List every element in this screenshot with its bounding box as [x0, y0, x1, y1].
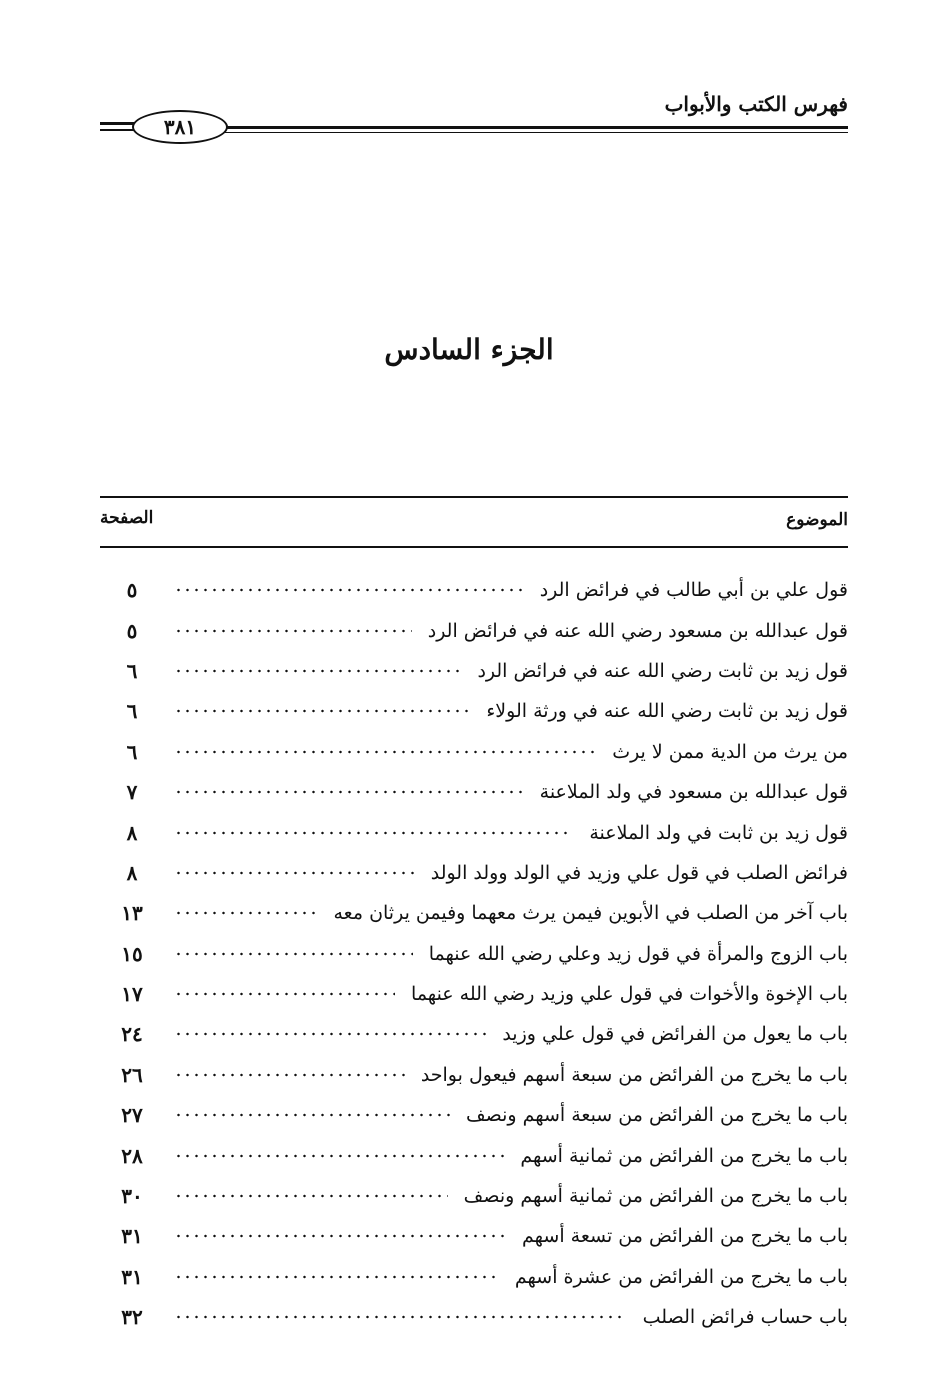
- toc-entry-page: ٣١: [121, 1224, 143, 1249]
- toc-entry-page: ٣١: [121, 1264, 143, 1289]
- header-title: فهرس الكتب والأبواب: [664, 92, 848, 116]
- dot-leader: [174, 580, 524, 600]
- table-of-contents: [100, 496, 848, 1337]
- toc-entry-title: قول عبدالله بن مسعود رضي الله عنه في فرائض الرد: [418, 620, 848, 642]
- toc-entry-page: ٢٤: [121, 1022, 143, 1047]
- toc-entry-title: باب الإخوة والأخوات في قول علي وزيد رضي الله عنهما: [401, 983, 848, 1005]
- toc-entry-title: قول علي بن أبي طالب في فرائض الرد: [530, 579, 848, 601]
- dot-leader: [174, 1267, 499, 1287]
- toc-entry-page: ١٧: [121, 982, 143, 1007]
- toc-row: [100, 732, 848, 772]
- toc-entry-title: قول زيد بن ثابت رضي الله عنه في ورثة الولاء: [476, 700, 848, 722]
- dot-leader: [174, 1186, 448, 1206]
- toc-row: [100, 610, 848, 650]
- toc-row: [100, 974, 848, 1014]
- toc-entry-page: ٦: [126, 699, 138, 724]
- toc-row: [100, 1055, 848, 1095]
- toc-header-rule: [100, 546, 848, 548]
- toc-entry-title: قول عبدالله بن مسعود في ولد الملاعنة: [530, 781, 848, 803]
- toc-row: [100, 934, 848, 974]
- toc-row: [100, 1014, 848, 1054]
- toc-row: [100, 1095, 848, 1135]
- toc-entry-page: ٧: [126, 780, 138, 805]
- header-rule: [220, 126, 848, 129]
- toc-entry-title: باب ما يعول من الفرائض في قول علي وزيد: [492, 1023, 848, 1045]
- toc-row: [100, 812, 848, 852]
- running-header: [100, 92, 848, 142]
- dot-leader: [174, 1024, 486, 1044]
- dot-leader: [174, 661, 461, 681]
- toc-row: [100, 570, 848, 610]
- toc-row: [100, 691, 848, 731]
- toc-page-header: الصفحة: [100, 508, 154, 528]
- dot-leader: [174, 863, 415, 883]
- toc-row: [100, 1216, 848, 1256]
- toc-topic-header: الموضوع: [786, 510, 848, 530]
- toc-entry-title: باب ما يخرج من الفرائض من سبعة أسهم ونصف: [456, 1104, 848, 1126]
- toc-entry-page: ٣٠: [121, 1184, 143, 1209]
- dot-leader: [174, 1226, 506, 1246]
- dot-leader: [174, 1105, 450, 1125]
- toc-entry-title: باب حساب فرائض الصلب: [633, 1306, 848, 1328]
- page-number: ٣٨١: [163, 115, 197, 139]
- toc-entry-title: باب ما يخرج من الفرائض من تسعة أسهم: [512, 1225, 848, 1247]
- page-number-badge: [132, 110, 228, 144]
- toc-entry-page: ٨: [126, 820, 138, 845]
- toc-row: [100, 772, 848, 812]
- toc-entry-page: ٨: [126, 860, 138, 885]
- toc-entry-title: باب الزوج والمرأة في قول زيد وعلي رضي الله عنهما: [419, 943, 848, 965]
- toc-header: [100, 498, 848, 546]
- dot-leader: [174, 944, 413, 964]
- toc-entry-title: باب ما يخرج من الفرائض من ثمانية أسهم: [510, 1145, 848, 1167]
- dot-leader: [174, 1065, 405, 1085]
- dot-leader: [174, 1146, 504, 1166]
- toc-row: [100, 853, 848, 893]
- toc-row: [100, 1135, 848, 1175]
- dot-leader: [174, 701, 470, 721]
- dot-leader: [174, 903, 318, 923]
- toc-entry-title: باب آخر من الصلب في الأبوين فيمن يرث معهما وفيمن يرثان معه: [324, 902, 849, 924]
- header-rule-thin: [220, 132, 848, 133]
- toc-entry-page: ٦: [126, 658, 138, 683]
- part-title: الجزء السادس: [384, 333, 554, 366]
- toc-entry-page: ٦: [126, 739, 138, 764]
- toc-entry-page: ٢٦: [121, 1062, 143, 1087]
- toc-entry-title: قول زيد بن ثابت في ولد الملاعنة: [579, 822, 848, 844]
- toc-entry-page: ١٣: [121, 901, 143, 926]
- dot-leader: [174, 1307, 627, 1327]
- dot-leader: [174, 782, 524, 802]
- toc-row: [100, 1297, 848, 1337]
- toc-entry-title: فرائض الصلب في قول علي وزيد في الولد وولد الولد: [421, 862, 848, 884]
- toc-entry-page: ٣٢: [121, 1305, 143, 1330]
- toc-entry-page: ٢٨: [121, 1143, 143, 1168]
- toc-entry-page: ١٥: [121, 941, 143, 966]
- toc-entry-title: باب ما يخرج من الفرائض من سبعة أسهم فيعول بواحد: [411, 1064, 848, 1086]
- toc-row: [100, 1257, 848, 1297]
- dot-leader: [174, 984, 395, 1004]
- toc-entry-title: من يرث من الدية ممن لا يرث: [602, 741, 848, 763]
- toc-entry-page: ٥: [126, 618, 138, 643]
- toc-entry-title: باب ما يخرج من الفرائض من ثمانية أسهم ونصف: [454, 1185, 848, 1207]
- toc-row: [100, 1176, 848, 1216]
- toc-entry-title: قول زيد بن ثابت رضي الله عنه في فرائض الرد: [467, 660, 848, 682]
- dot-leader: [174, 742, 596, 762]
- toc-entry-page: ٢٧: [121, 1103, 143, 1128]
- dot-leader: [174, 621, 412, 641]
- toc-row: [100, 651, 848, 691]
- dot-leader: [174, 823, 573, 843]
- toc-row: [100, 893, 848, 933]
- toc-entry-title: باب ما يخرج من الفرائض من عشرة أسهم: [505, 1266, 848, 1288]
- toc-list: [100, 570, 848, 1337]
- toc-entry-page: ٥: [126, 578, 138, 603]
